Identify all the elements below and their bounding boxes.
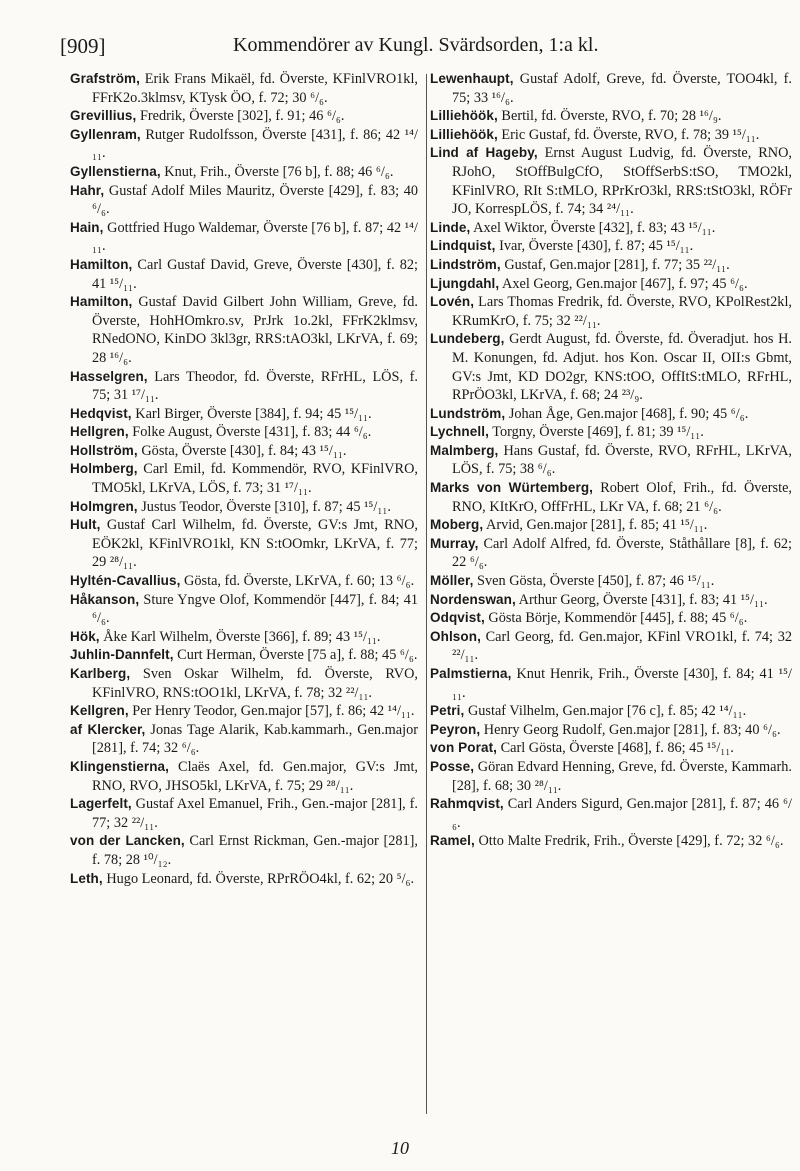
register-entry	[430, 535, 792, 572]
entry-surname: Hasselgren,	[70, 368, 148, 384]
entry-details: Eric Gustaf, fd. Överste, RVO, f. 78; 39 ¹⁵/₁₁.	[497, 126, 760, 143]
entry-details: Åke Karl Wilhelm, Överste [366], f. 89; 43 ¹⁵/₁₁.	[99, 628, 381, 645]
register-entry	[70, 442, 418, 461]
register-entry	[70, 721, 418, 758]
entry-details: Torgny, Överste [469], f. 81; 39 ¹⁵/₁₁.	[488, 424, 704, 441]
entry-surname: Hain,	[70, 219, 104, 235]
register-entry	[70, 460, 418, 497]
register-entry	[430, 479, 792, 516]
entry-surname: Lundström,	[430, 405, 506, 421]
register-entry	[430, 126, 792, 145]
register-entry	[430, 293, 792, 330]
entry-surname: Petri,	[430, 703, 465, 719]
entry-surname: Palmstierna,	[430, 666, 512, 681]
page-folio: 10	[391, 1138, 409, 1158]
register-entry	[70, 832, 418, 869]
register-entry	[430, 107, 792, 126]
entry-details: Gerdt August, fd. Överste, fd. Överadjut. hos H. M. Konungen, fd. Adjut. hos Kon. Oscar II, OII:s Gbmt, GV:s Jmt, KD DO2gr, KNS:tOO, OffItS:tMLO, RFrHL, RPrÖO3kl, LKrVA, f. 68; 24 ²³/₉.	[452, 331, 792, 404]
entry-surname: Murray,	[430, 535, 479, 551]
register-entry	[70, 182, 418, 219]
entry-surname: Nordenswan,	[430, 591, 516, 607]
entry-surname: Gyllenstierna,	[70, 163, 161, 179]
entry-details: Ivar, Överste [430], f. 87; 45 ¹⁵/₁₁.	[495, 238, 694, 255]
register-entry	[70, 126, 418, 163]
register-entry	[70, 498, 418, 517]
register-entry	[70, 70, 418, 107]
register-entry	[70, 702, 418, 721]
entry-details: Knut, Frih., Överste [76 b], f. 88; 46 ⁶/₆.	[160, 163, 394, 180]
entry-details: Carl Gustaf David, Greve, Överste [430], f. 82; 41 ¹⁵/₁₁.	[92, 256, 418, 292]
entry-surname: von Porat,	[430, 740, 498, 756]
entry-surname: Lind af Hageby,	[430, 145, 538, 161]
entry-surname: Lundeberg,	[430, 331, 505, 347]
register-entry	[70, 219, 418, 256]
register-entry	[70, 870, 418, 889]
entry-details: Hugo Leonard, fd. Överste, RPrRÖO4kl, f. 62; 20 ⁵/₆.	[102, 870, 415, 887]
register-entry	[430, 516, 792, 535]
entry-surname: Odqvist,	[430, 610, 485, 626]
entry-details: Carl Gösta, Överste [468], f. 86; 45 ¹⁵/₁₁.	[497, 740, 734, 757]
entry-details: Sture Yngve Olof, Kommendör [447], f. 84; 41 ⁶/₆.	[92, 591, 418, 627]
entry-details: Gustaf Axel Emanuel, Frih., Gen.-major [281], f. 77; 32 ²²/₁₁.	[92, 796, 418, 831]
register-entry	[430, 795, 792, 832]
entry-surname: Ohlson,	[430, 628, 481, 644]
entry-details: Justus Teodor, Överste [310], f. 87; 45 ¹⁵/₁₁.	[137, 498, 391, 515]
register-entry	[430, 739, 792, 758]
register-entry	[70, 516, 418, 572]
register-entry	[70, 405, 418, 424]
register-entry	[430, 423, 792, 442]
entry-details: Lars Thomas Fredrik, fd. Överste, RVO, KPolRest2kl, KRumKrO, f. 75; 32 ²²/₁₁.	[452, 294, 792, 329]
entry-details: Gustaf Adolf, Greve, fd. Överste, TOO4kl, f. 75; 33 ¹⁶/₆.	[452, 71, 792, 106]
entry-surname: Hahr,	[70, 182, 105, 198]
entry-surname: Hult,	[70, 517, 101, 533]
entry-details: Gustaf, Gen.major [281], f. 77; 35 ²²/₁₁.	[500, 256, 730, 273]
entry-details: Arthur Georg, Överste [431], f. 83; 41 ¹⁵/₁₁.	[515, 591, 768, 608]
entry-surname: Marks von Würtemberg,	[430, 480, 594, 496]
register-entry	[430, 721, 792, 740]
entry-surname: Malmberg,	[430, 442, 499, 458]
entry-details: Axel Wiktor, Överste [432], f. 83; 43 ¹⁵/₁₁.	[470, 219, 716, 236]
entry-details: Gustaf David Gilbert John William, Greve, fd. Överste, HohHOmkro.sv, PrJrk 1o.2kl, FFrK2klmsv, RNedONO, KinDO 3kl3gr, RRS:tAO3kl, LKrVA, f. 69; 28 ¹⁶/₆.	[92, 294, 418, 366]
entry-details: Ernst August Ludvig, fd. Överste, RNO, RJohO, StOffBulgCfO, StOffSerbS:tSO, TMO2kl, KFinlVRO, RIt S:tMLO, RPrKrO3kl, RRS:tStO3kl, RÖFr JO, KorrespLÖS, f. 74; 34 ²⁴/₁₁.	[452, 145, 792, 218]
entry-surname: Hellgren,	[70, 424, 129, 440]
register-entry	[70, 293, 418, 367]
entry-surname: Posse,	[430, 758, 475, 774]
entry-surname: Lychnell,	[430, 424, 489, 440]
register-entry	[430, 572, 792, 591]
entry-surname: Gyllenram,	[70, 126, 141, 142]
entry-surname: Peyron,	[430, 721, 481, 737]
register-entry	[70, 107, 418, 126]
entry-surname: Möller,	[430, 573, 474, 589]
entry-details: Per Henry Teodor, Gen.major [57], f. 86; 42 ¹⁴/₁₁.	[128, 703, 415, 720]
entry-details: Henry Georg Rudolf, Gen.major [281], f. 83; 40 ⁶/₆.	[480, 721, 781, 738]
register-entry	[70, 572, 418, 591]
entry-surname: Håkanson,	[70, 591, 140, 607]
entry-details: Gösta, fd. Överste, LKrVA, f. 60; 13 ⁶/₆.	[180, 573, 415, 590]
running-title: Kommendörer av Kungl. Svärdsorden, 1:a kl.	[233, 34, 599, 56]
page-header	[0, 34, 800, 64]
entry-surname: Linde,	[430, 219, 471, 235]
register-entry	[70, 758, 418, 795]
entry-surname: Holmgren,	[70, 498, 138, 514]
entry-details: Carl Georg, fd. Gen.major, KFinl VRO1kl, f. 74; 32 ²²/₁₁.	[452, 628, 792, 664]
entry-details: Otto Malte Fredrik, Frih., Överste [429], f. 72; 32 ⁶/₆.	[474, 833, 784, 850]
entry-surname: af Klercker,	[70, 721, 146, 737]
entry-details: Johan Åge, Gen.major [468], f. 90; 45 ⁶/₆.	[505, 405, 749, 422]
entry-details: Göran Edvard Henning, Greve, fd. Överste, Kammarh. [28], f. 68; 30 ²⁸/₁₁.	[452, 758, 792, 794]
register-entry	[430, 237, 792, 256]
register-entry	[430, 405, 792, 424]
register-entry	[430, 144, 792, 218]
register-entry	[70, 628, 418, 647]
entry-details: Gottfried Hugo Waldemar, Överste [76 b], f. 87; 42 ¹⁴/₁₁.	[92, 219, 418, 255]
entry-surname: Klingenstierna,	[70, 758, 170, 774]
register-entry	[430, 609, 792, 628]
entry-details: Gösta, Överste [430], f. 84; 43 ¹⁵/₁₁.	[137, 442, 347, 459]
two-column-text	[70, 70, 800, 1105]
entry-details: Sven Gösta, Överste [450], f. 87; 46 ¹⁵/₁₁.	[473, 573, 715, 590]
entry-surname: Hyltén-Cavallius,	[70, 573, 181, 589]
register-entry	[430, 219, 792, 238]
entry-surname: Lilliehöök,	[430, 126, 498, 142]
entry-surname: Juhlin-Dannfelt,	[70, 647, 174, 663]
entry-surname: Rahmqvist,	[430, 796, 504, 812]
entry-details: Sven Oskar Wilhelm, fd. Överste, RVO, KFinlVRO, RNS:tOO1kl, LKrVA, f. 78; 32 ²²/₁₁.	[92, 666, 418, 701]
register-entry	[430, 591, 792, 610]
entry-surname: Hök,	[70, 628, 100, 644]
entry-surname: Hamilton,	[70, 256, 133, 272]
entry-details: Carl Adolf Alfred, fd. Överste, Ståthållare [8], f. 62; 22 ⁶/₆.	[452, 535, 792, 571]
entry-surname: Lovén,	[430, 294, 475, 310]
register-entry	[430, 330, 792, 404]
register-entry	[70, 591, 418, 628]
entry-details: Hans Gustaf, fd. Överste, RVO, RFrHL, LKrVA, LÖS, f. 75; 38 ⁶/₆.	[452, 442, 792, 478]
register-entry	[430, 275, 792, 294]
register-entry	[70, 423, 418, 442]
entry-details: Gustaf Adolf Miles Mauritz, Överste [429], f. 83; 40 ⁶/₆.	[92, 182, 418, 218]
entry-details: Axel Georg, Gen.major [467], f. 97; 45 ⁶/₆.	[499, 275, 748, 292]
left-column	[70, 70, 418, 888]
entry-surname: Lagerfelt,	[70, 796, 132, 812]
entry-surname: Hamilton,	[70, 294, 133, 310]
entry-details: Gustaf Vilhelm, Gen.major [76 c], f. 85; 42 ¹⁴/₁₁.	[464, 703, 747, 720]
entry-details: Robert Olof, Frih., fd. Överste, RNO, KItKrO, OffFrHL, LKr VA, f. 68; 21 ⁶/₆.	[452, 480, 792, 515]
register-entry	[70, 795, 418, 832]
entry-surname: Grevillius,	[70, 108, 137, 124]
entry-details: Folke August, Överste [431], f. 83; 44 ⁶/₆.	[128, 424, 372, 441]
entry-details: Claës Axel, fd. Gen.major, GV:s Jmt, RNO, RVO, JHSO5kl, LKrVA, f. 75; 29 ²⁸/₁₁.	[92, 758, 418, 794]
column-divider	[426, 74, 427, 1114]
page-reference-number: [909]	[60, 34, 106, 58]
entry-surname: Hollström,	[70, 442, 138, 458]
entry-surname: von der Lancken,	[70, 833, 185, 849]
register-entry	[430, 442, 792, 479]
register-entry	[70, 665, 418, 702]
entry-details: Jonas Tage Alarik, Kab.kammarh., Gen.major [281], f. 74; 32 ⁶/₆.	[92, 721, 418, 757]
right-column	[430, 70, 792, 851]
entry-details: Carl Ernst Rickman, Gen.-major [281], f. 78; 28 ¹⁰/₁₂.	[92, 833, 418, 868]
entry-surname: Kellgren,	[70, 703, 129, 719]
entry-details: Gustaf Carl Wilhelm, fd. Överste, GV:s Jmt, RNO, EÖK2kl, KFinlVRO1kl, KN S:tOOmkr, LKrVA, f. 77; 29 ²⁸/₁₁.	[92, 517, 418, 571]
register-entry	[430, 832, 792, 851]
entry-surname: Lewenhaupt,	[430, 71, 514, 86]
register-entry	[430, 256, 792, 275]
entry-surname: Ramel,	[430, 833, 475, 849]
entry-details: Carl Emil, fd. Kommendör, RVO, KFinlVRO, TMO5kl, LKrVA, LÖS, f. 73; 31 ¹⁷/₁₁.	[92, 461, 418, 497]
entry-details: Lars Theodor, fd. Överste, RFrHL, LÖS, f. 75; 31 ¹⁷/₁₁.	[92, 368, 418, 404]
entry-surname: Karlberg,	[70, 666, 131, 681]
register-entry	[70, 368, 418, 405]
entry-details: Curt Herman, Överste [75 a], f. 88; 45 ⁶/₆.	[173, 647, 418, 664]
entry-details: Fredrik, Överste [302], f. 91; 46 ⁶/₆.	[136, 108, 345, 125]
register-entry	[430, 665, 792, 702]
entry-surname: Ljungdahl,	[430, 275, 500, 291]
entry-details: Carl Anders Sigurd, Gen.major [281], f. 87; 46 ⁶/₆.	[452, 796, 792, 831]
register-entry	[70, 646, 418, 665]
register-entry	[430, 628, 792, 665]
entry-details: Bertil, fd. Överste, RVO, f. 70; 28 ¹⁶/₉.	[497, 108, 722, 125]
entry-surname: Leth,	[70, 870, 103, 886]
register-entry	[70, 163, 418, 182]
register-entry	[430, 70, 792, 107]
entry-surname: Lindquist,	[430, 238, 496, 254]
entry-details: Rutger Rudolfsson, Överste [431], f. 86; 42 ¹⁴/₁₁.	[92, 126, 418, 162]
entry-details: Erik Frans Mikaël, fd. Överste, KFinlVRO1kl, FFrK2o.3klmsv, KTysk ÖO, f. 72; 30 ⁶/₆.	[92, 71, 418, 106]
entry-details: Knut Henrik, Frih., Överste [430], f. 84; 41 ¹⁵/₁₁.	[452, 666, 792, 701]
entry-surname: Grafström,	[70, 71, 141, 86]
register-entry	[430, 702, 792, 721]
entry-surname: Lindström,	[430, 256, 501, 272]
entry-surname: Hedqvist,	[70, 405, 132, 421]
entry-surname: Moberg,	[430, 517, 484, 533]
register-entry	[430, 758, 792, 795]
register-entry	[70, 256, 418, 293]
entry-surname: Lilliehöök,	[430, 108, 498, 124]
entry-surname: Holmberg,	[70, 461, 138, 477]
entry-details: Gösta Börje, Kommendör [445], f. 88; 45 ⁶/₆.	[484, 610, 748, 627]
entry-details: Karl Birger, Överste [384], f. 94; 45 ¹⁵/₁₁.	[131, 405, 372, 422]
entry-details: Arvid, Gen.major [281], f. 85; 41 ¹⁵/₁₁.	[483, 517, 708, 534]
